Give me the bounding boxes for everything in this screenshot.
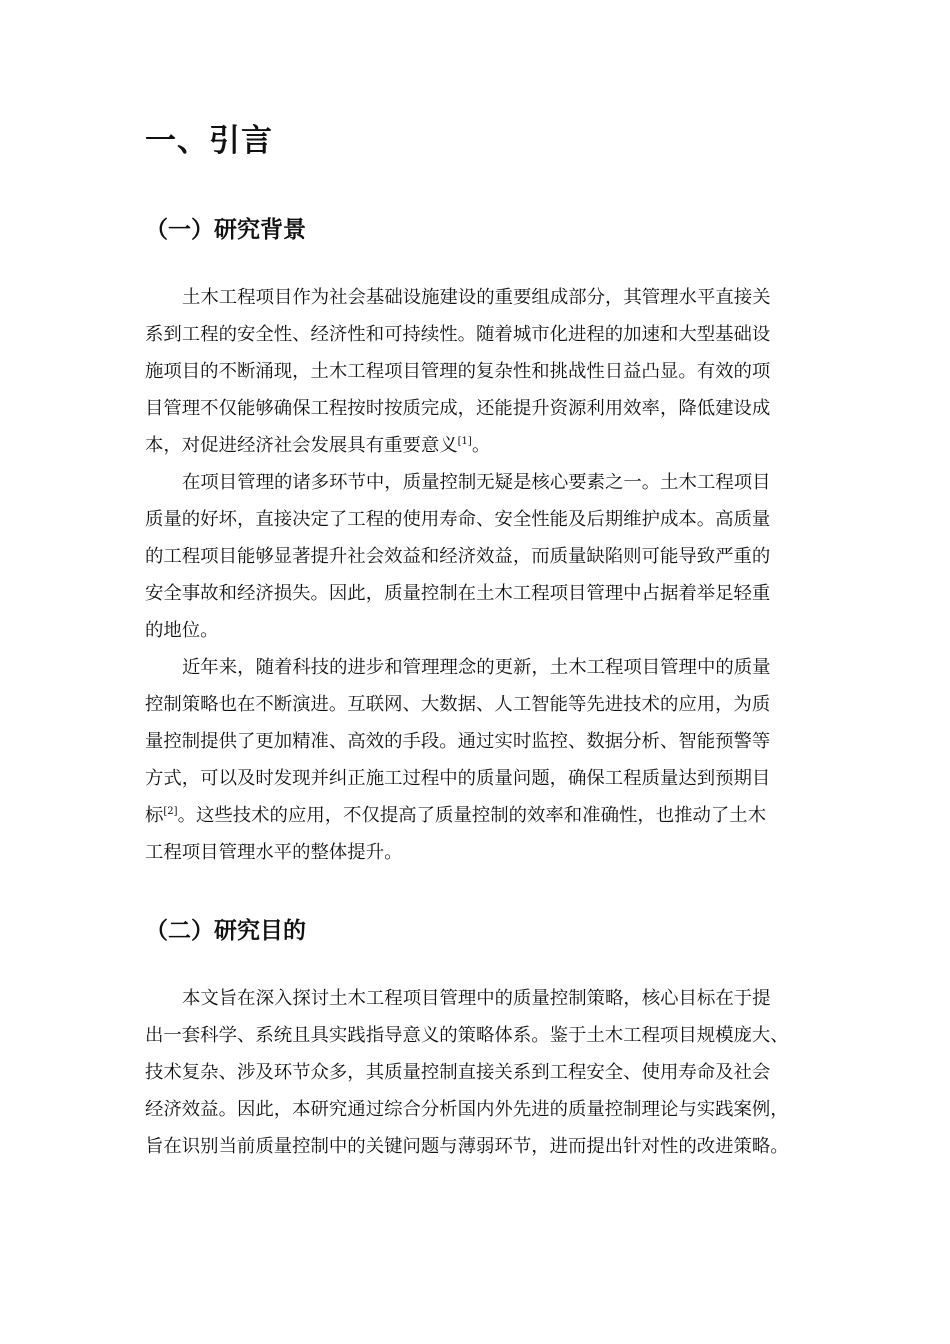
body-text-line xyxy=(145,1017,789,1054)
body-text-line xyxy=(145,612,771,649)
line-text: 控制策略也在不断演进。互联网、大数据、人工智能等先进技术的应用，为质 xyxy=(145,694,771,715)
line-text: 标 xyxy=(145,805,164,826)
section-heading-background: （一）研究背景 xyxy=(145,217,306,243)
line-text: 旨在识别当前质量控制中的关键问题与薄弱环节，进而提出针对性的改进策略。 xyxy=(145,1136,789,1157)
line-text: 的地位。 xyxy=(145,620,219,641)
line-text: 的工程项目能够显著提升社会效益和经济效益，而质量缺陷则可能导致严重的 xyxy=(145,546,771,567)
line-text: 系到工程的安全性、经济性和可持续性。随着城市化进程的加速和大型基础设 xyxy=(145,324,771,345)
section-heading-purpose: （二）研究目的 xyxy=(145,918,306,944)
line-text: 近年来，随着科技的进步和管理理念的更新，土木工程项目管理中的质量 xyxy=(182,657,771,678)
body-text-line xyxy=(145,1091,789,1128)
line-text: 技术复杂、涉及环节众多，其质量控制直接关系到工程安全、使用寿命及社会 xyxy=(145,1062,771,1083)
line-text: 本文旨在深入探讨土木工程项目管理中的质量控制策略，核心目标在于提 xyxy=(182,988,771,1009)
body-text-line xyxy=(145,390,771,427)
line-text: 量控制提供了更加精准、高效的手段。通过实时监控、数据分析、智能预警等 xyxy=(145,731,771,752)
citation-marker: [2] xyxy=(163,806,178,817)
line-text: 方式，可以及时发现并纠正施工过程中的质量问题，确保工程质量达到预期目 xyxy=(145,768,771,789)
line-text: 本，对促进经济社会发展具有重要意义 xyxy=(145,435,458,456)
body-text-line xyxy=(145,686,771,723)
body-text-line xyxy=(145,464,771,501)
line-text: 安全事故和经济损失。因此，质量控制在土木工程项目管理中占据着举足轻重 xyxy=(145,583,771,604)
line-text-continued: 。这些技术的应用，不仅提高了质量控制的效率和准确性，也推动了土木 xyxy=(177,805,767,826)
body-text-line xyxy=(145,1054,789,1091)
body-text-line xyxy=(145,279,771,316)
section-body-background xyxy=(145,279,771,871)
body-text-line xyxy=(145,501,771,538)
body-text-line xyxy=(145,353,771,390)
line-text: 质量的好坏，直接决定了工程的使用寿命、安全性能及后期维护成本。高质量 xyxy=(145,509,771,530)
body-text-line xyxy=(145,538,771,575)
body-text-line xyxy=(145,834,771,871)
line-text: 施项目的不断涌现，土木工程项目管理的复杂性和挑战性日益凸显。有效的项 xyxy=(145,361,771,382)
body-text-line xyxy=(145,760,771,797)
body-text-line xyxy=(145,980,789,1017)
body-text-line xyxy=(145,427,771,464)
citation-marker: [1] xyxy=(457,436,472,447)
section-body-purpose xyxy=(145,980,789,1165)
body-text-line xyxy=(145,316,771,353)
line-text-continued: 。 xyxy=(471,435,491,456)
body-text-line xyxy=(145,575,771,612)
line-text: 工程项目管理水平的整体提升。 xyxy=(145,842,403,863)
chapter-title: 一、引言 xyxy=(145,123,273,159)
body-text-line xyxy=(145,723,771,760)
body-text-line xyxy=(145,797,771,834)
line-text: 经济效益。因此，本研究通过综合分析国内外先进的质量控制理论与实践案例， xyxy=(145,1099,789,1120)
line-text: 在项目管理的诸多环节中，质量控制无疑是核心要素之一。土木工程项目 xyxy=(182,472,771,493)
line-text: 目管理不仅能够确保工程按时按质完成，还能提升资源利用效率，降低建设成 xyxy=(145,398,771,419)
line-text: 土木工程项目作为社会基础设施建设的重要组成部分，其管理水平直接关 xyxy=(182,287,771,308)
line-text: 出一套科学、系统且具实践指导意义的策略体系。鉴于土木工程项目规模庞大、 xyxy=(145,1025,789,1046)
body-text-line xyxy=(145,1128,789,1165)
body-text-line xyxy=(145,649,771,686)
